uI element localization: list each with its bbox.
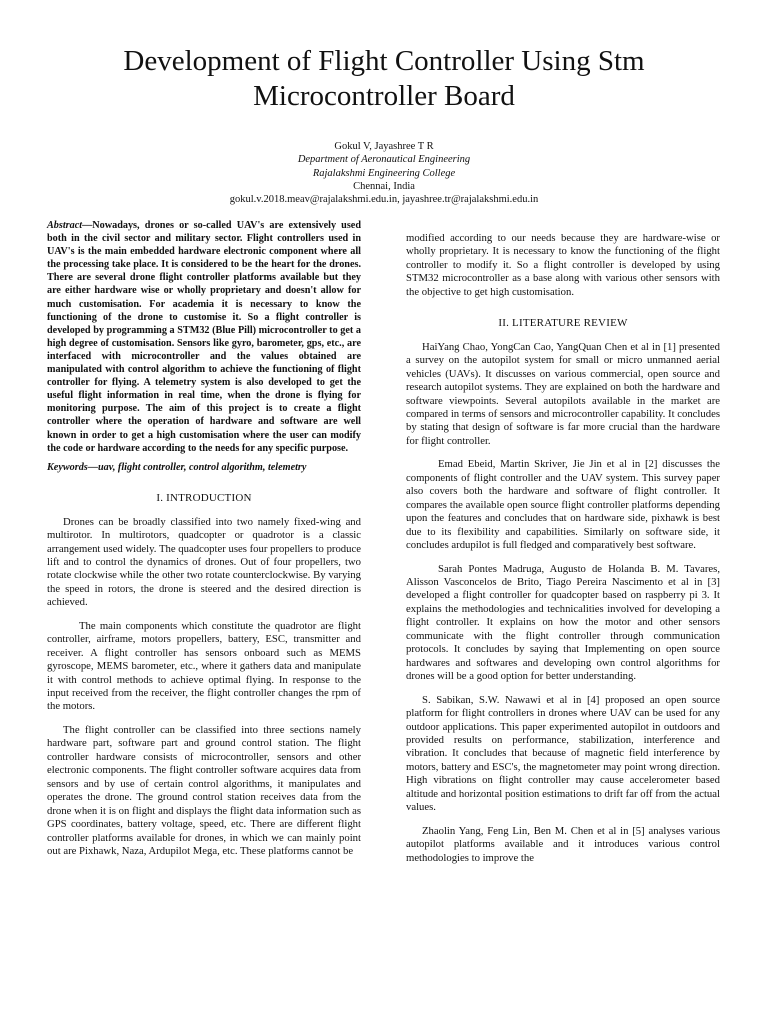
- author-department: Department of Aeronautical Engineering: [297, 154, 471, 166]
- intro-paragraph-1: Drones can be broadly classified into two namely fixed-wing and multirotor. In multirotors, quadcopter or quadrotor is a classic arrangement used widely. The quadcopter uses four propellers to produce lift and to control the dynamics of drones. Out of four propellers, two rotate clockwise while the other two rotate counterclockwise. By varying the speed in rotors, the drone is steered and the desired direction is achieved.: [47, 515, 361, 609]
- intro-paragraph-2: The main components which constitute the quadrotor are flight controller, airframe, motors propellers, battery, ESC, transmitter and receiver. A flight controller has sensors onboard such as MEMS gyroscope, MEMS barometer, etc., where it gathers data and manipulate it with control methods to achieve optimal flying. In response to the input received from the receiver, the flight controller changes the rpm of the motors.: [47, 619, 361, 713]
- review-paragraph-5: Zhaolin Yang, Feng Lin, Ben M. Chen et al in [5] analyses various autopilot platforms available and it introduces various control methodologies to improve the: [406, 824, 720, 864]
- author-block: [100, 140, 668, 206]
- review-paragraph-4: S. Sabikan, S.W. Nawawi et al in [4] proposed an open source platform for flight controllers in drones where UAV can be used for any outdoor applications. This paper experimented autopilot in outdoors and provided results on performance, stabilization, interference and vibration. It concludes that because of magnetic field interference by motors, battery and ESC's, the magnetometer may point wrong direction. High vibrations on flight controller may cause accelerometer based altitude and horizontal position estimations to drift far off from the actual values.: [406, 693, 720, 814]
- intro-paragraph-3: The flight controller can be classified into three sections namely hardware part, software part and ground control station. The flight controller hardware consists of microcontroller, sensors and other electronic components. The flight controller software acquires data from sensors and by use of certain control algorithms, it manipulates and operates the drone. The ground control station receives data from the drone when it is on flight and displays the flight data information such as GPS coordinates, battery voltage, speed, etc. There are different flight controller platforms available for drones, in which we can mainly point out are Pixhawk, Naza, Ardupilot Mega, etc. These platforms cannot be: [47, 723, 361, 858]
- review-paragraph-3: Sarah Pontes Madruga, Augusto de Holanda B. M. Tavares, Alisson Vasconcelos de Brito, Tiago Pereira Nascimento et al in [3] developed a flight controller for quadcopter based on raspberry pi 3. It explains the methodologies and technicalities involved for developing a flight controller. It explains on how the motor and other sensors communicate with the flight controller through communication protocols. It concludes by saying that Implementing on open source hardwares and softwares and developing own control algorithms for drones will be a good option for better understanding.: [406, 562, 720, 683]
- author-location: Chennai, India: [353, 180, 415, 192]
- section-heading-introduction: I. INTRODUCTION: [156, 492, 252, 505]
- author-names: Gokul V, Jayashree T R: [334, 141, 434, 152]
- review-paragraph-1: HaiYang Chao, YongCan Cao, YangQuan Chen et al in [1] presented a survey on the autopilot system for small or micro unmanned aerial vehicles (UAVs). It discusses on various commercial, open source and research autopilot systems. They are explained on both the hardware and software viewpoints. Several autopilots available in the market are compared in terms of sensors and microcontroller capability. It concludes by stating that design of software is far more crucial than the hardware for flight controller.: [406, 340, 720, 447]
- abstract: [47, 219, 361, 455]
- intro-continued: modified according to our needs because they are hardware-wise or wholly proprietary. It is necessary to know the functioning of the flight controller to modify it. So a flight controller is developed by using STM32 microcontroller as a base along with various other sensors with the objective to get high customisation.: [406, 232, 720, 298]
- paper-title: Development of Flight Controller Using Stm Microcontroller Board: [123, 45, 645, 112]
- keywords-text: —uav, flight controller, control algorithm, telemetry: [87, 461, 307, 473]
- review-paragraph-2: Emad Ebeid, Martin Skriver, Jie Jin et al in [2] discusses the components of flight controller and the UAV system. This survey paper also covers both the hardware and software of flight controller. It compares the available open source flight controller platforms depending upon the features and concludes that on hardware side, pixhawk is best due to its flexibility and capabilities. Similarly on software side, it concludes ardupilot is full fledged and comparatively best software.: [406, 458, 720, 552]
- author-emails: gokul.v.2018.meav@rajalakshmi.edu.in, jayashree.tr@rajalakshmi.edu.in: [229, 194, 539, 206]
- abstract-text: —Nowadays, drones or so-called UAV's are extensively used both in the civil sector and military sector. Flight controllers used in UAV's is the main embedded hardware electronic component where all the processing take place. It is considered to be the heart for the drones. There are several drone flight controller platforms available but they are either hardware wise or wholly proprietary and doesn't allow for much customisation. For academia it is necessary to know the functioning of the drone to customise it. So a flight controller is developed by programming a STM32 (Blue Pill) microcontroller to get a high degree of customisation. Sensors like gyro, barometer, gps, etc., are interfaced with microcontroller and the values obtained are manipulated with control algorithm to achieve the functioning of flight controller for flying. A telemetry system is also developed to get the useful flight information in real time, when the drone is flying for monitoring purpose. The aim of this project is to create a flight controller where the operation of hardware and software are well known in order to get a high customisation where the user can modify the code or hardware according to the needs for any specific purpose.: [47, 220, 361, 454]
- keywords-label: Keywords: [47, 461, 88, 473]
- author-college: Rajalakshmi Engineering College: [312, 167, 456, 179]
- abstract-label: Abstract: [47, 220, 83, 231]
- keywords: [47, 461, 361, 474]
- section-heading-literature-review: II. LITERATURE REVIEW: [498, 317, 628, 330]
- left-column: [47, 219, 361, 868]
- right-column: [406, 232, 720, 875]
